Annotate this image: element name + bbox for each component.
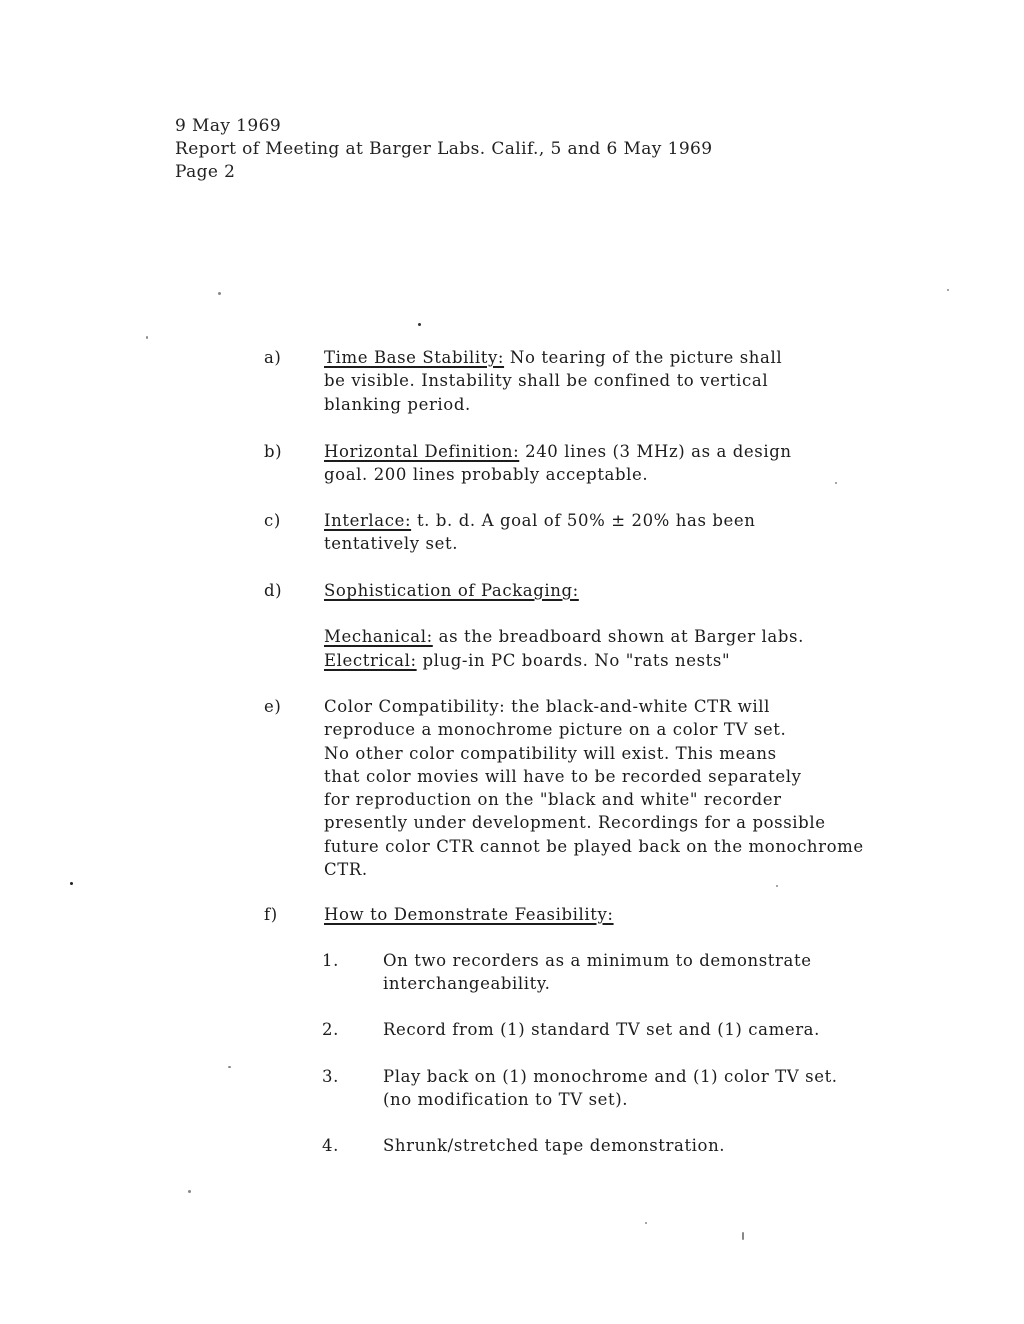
step-number: 3. — [322, 1067, 339, 1086]
item-heading: How to Demonstrate Feasibility: — [324, 905, 614, 924]
scan-speck — [70, 882, 73, 885]
subsection-heading: Electrical: — [324, 650, 417, 670]
header-page-number: Page 2 — [175, 162, 236, 182]
step-number: 1. — [322, 951, 339, 970]
item-heading: Interlace: — [324, 511, 412, 530]
item-text-line: No other color compatibility will exist. This means — [324, 743, 777, 763]
item-heading: Time Base Stability: — [324, 348, 505, 367]
step-text-line: Shrunk/stretched tape demonstration. — [383, 1136, 726, 1155]
item-label: e) — [264, 697, 282, 716]
header-title: Report of Meeting at Barger Labs. Calif., 5 and 6 May 1969 — [175, 139, 713, 159]
item-label: b) — [264, 442, 283, 461]
item-body — [324, 903, 614, 926]
item-text-line: t. b. d. A goal of 50% ± 20% has been — [411, 511, 756, 530]
header-date: 9 May 1969 — [175, 116, 282, 136]
item-body — [324, 509, 755, 556]
scan-speck — [228, 1066, 231, 1068]
item-heading: Horizontal Definition: — [324, 442, 520, 461]
item-text-line: blanking period. — [324, 394, 471, 414]
scan-speck — [947, 289, 949, 291]
item-body — [324, 440, 792, 487]
item-text-line: goal. 200 lines probably acceptable. — [324, 465, 649, 485]
step-text-line: interchangeability. — [383, 974, 551, 994]
item-label: f) — [264, 905, 278, 924]
item-text-line: 240 lines (3 MHz) as a design — [519, 442, 792, 461]
item-text-line: future color CTR cannot be played back on the monochrome — [324, 836, 864, 856]
step-text — [383, 1134, 725, 1157]
step-number: 4. — [322, 1136, 339, 1155]
scan-speck — [218, 292, 221, 295]
item-text-line: No tearing of the picture shall — [504, 348, 783, 367]
step-text — [383, 949, 812, 996]
item-body — [324, 346, 782, 416]
scan-speck — [188, 1190, 191, 1193]
item-label: a) — [264, 348, 282, 367]
step-text-line: On two recorders as a minimum to demonstrate — [383, 951, 812, 970]
item-text-line: presently under development. Recordings for a possible — [324, 813, 826, 833]
step-text — [383, 1018, 820, 1041]
item-text-line: tentatively set. — [324, 534, 459, 554]
step-text-line: (no modification to TV set). — [383, 1090, 629, 1110]
step-text — [383, 1065, 838, 1112]
item-label: d) — [264, 581, 283, 600]
step-number: 2. — [322, 1020, 339, 1039]
subsection-heading: Mechanical: — [324, 627, 433, 647]
item-text-line: Color Compatibility: the black-and-white CTR will — [324, 697, 770, 716]
scan-speck — [418, 323, 421, 326]
scan-speck — [645, 1222, 647, 1224]
item-text-line: for reproduction on the "black and white" recorder — [324, 790, 782, 810]
item-text-line: be visible. Instability shall be confined to vertical — [324, 371, 769, 391]
item-label: c) — [264, 511, 281, 530]
item-text-line: CTR. — [324, 860, 368, 880]
scan-speck — [742, 1232, 744, 1240]
step-text-line: Record from (1) standard TV set and (1) camera. — [383, 1020, 820, 1039]
subsection-mechanical — [324, 625, 804, 648]
item-body — [324, 695, 864, 881]
subsection-electrical — [324, 649, 804, 672]
scan-speck — [835, 482, 837, 484]
subsection-text: plug-in PC boards. No "rats nests" — [416, 650, 731, 670]
item-text-line: that color movies will have to be recorded separately — [324, 766, 802, 786]
subsection-text: as the breadboard shown at Barger labs. — [432, 627, 804, 647]
item-body — [324, 579, 804, 672]
scan-speck — [776, 885, 778, 887]
step-text-line: Play back on (1) monochrome and (1) color TV set. — [383, 1067, 838, 1086]
scan-speck — [146, 336, 148, 339]
item-text-line: reproduce a monochrome picture on a color TV set. — [324, 720, 787, 740]
item-heading: Sophistication of Packaging: — [324, 581, 579, 600]
document-header — [175, 115, 712, 184]
